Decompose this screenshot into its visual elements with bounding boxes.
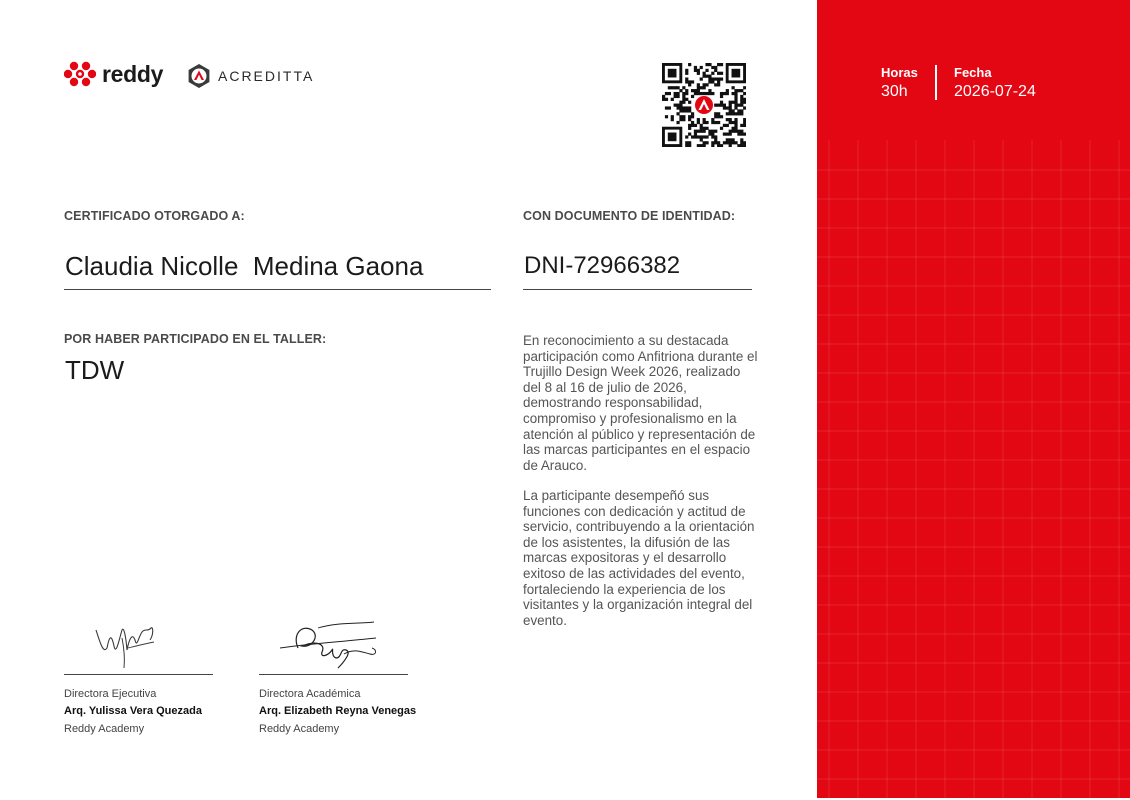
date-value: 2026-07-24 [954, 83, 1036, 100]
signer-1-org: Reddy Academy [64, 723, 145, 735]
workshop-name: TDW [65, 355, 125, 385]
id-label: CON DOCUMENTO DE IDENTIDAD: [523, 209, 736, 223]
signer-2-role: Directora Académica [259, 688, 361, 700]
date-label: Fecha [954, 65, 992, 80]
recognition-paragraph: En reconocimiento a su destacada participación como Anfitriona durante el Trujillo Design Week 2026, realizado del 8 al 16 de julio de 2026, demostrando responsabilidad, compromiso y profesionalismo en la atención al público y representación de las marcas participantes en el espacio de Arauco. [523, 333, 758, 473]
signer-1-name: Arq. Yulissa Vera Quezada [64, 705, 202, 717]
duties-paragraph: La participante desempeñó sus funciones con dedicación y actitud de servicio, contribuyendo a la orientación de los asistentes, la difusión de las marcas expositoras y el desarrollo exitoso de las actividades del evento, fortaleciendo la experiencia de los visitantes y la organización integral del evento. [523, 488, 755, 628]
recipient-name: Claudia Nicolle Medina Gaona [65, 251, 424, 281]
reddy-logo [64, 60, 163, 88]
acreditta-hexagon-icon [186, 63, 212, 89]
reddy-logo-text: reddy [102, 60, 164, 87]
red-side-panel [817, 0, 1130, 798]
meta-divider [935, 65, 937, 100]
signer-2-name: Arq. Elizabeth Reyna Venegas [259, 705, 417, 717]
hours-value: 30h [881, 83, 908, 100]
decorative-grid [817, 0, 1130, 798]
signature-executive [88, 618, 168, 673]
signature-academic [278, 618, 383, 670]
name-underline [64, 289, 491, 290]
reddy-flower-icon [64, 60, 96, 88]
workshop-label: POR HABER PARTICIPADO EN EL TALLER: [64, 332, 327, 346]
signature-line-academic [259, 674, 408, 675]
signer-2-org: Reddy Academy [259, 723, 340, 735]
signature-line-executive [64, 674, 213, 675]
awarded-to-label: CERTIFICADO OTORGADO A: [64, 209, 245, 223]
acreditta-logo-text: ACREDITTA [218, 68, 315, 84]
hours-label: Horas [881, 65, 918, 80]
id-value: DNI-72966382 [524, 252, 681, 279]
id-underline [523, 289, 752, 290]
acreditta-logo [186, 63, 314, 89]
qr-code-icon[interactable] [662, 63, 746, 147]
signer-1-role: Directora Ejecutiva [64, 688, 157, 700]
